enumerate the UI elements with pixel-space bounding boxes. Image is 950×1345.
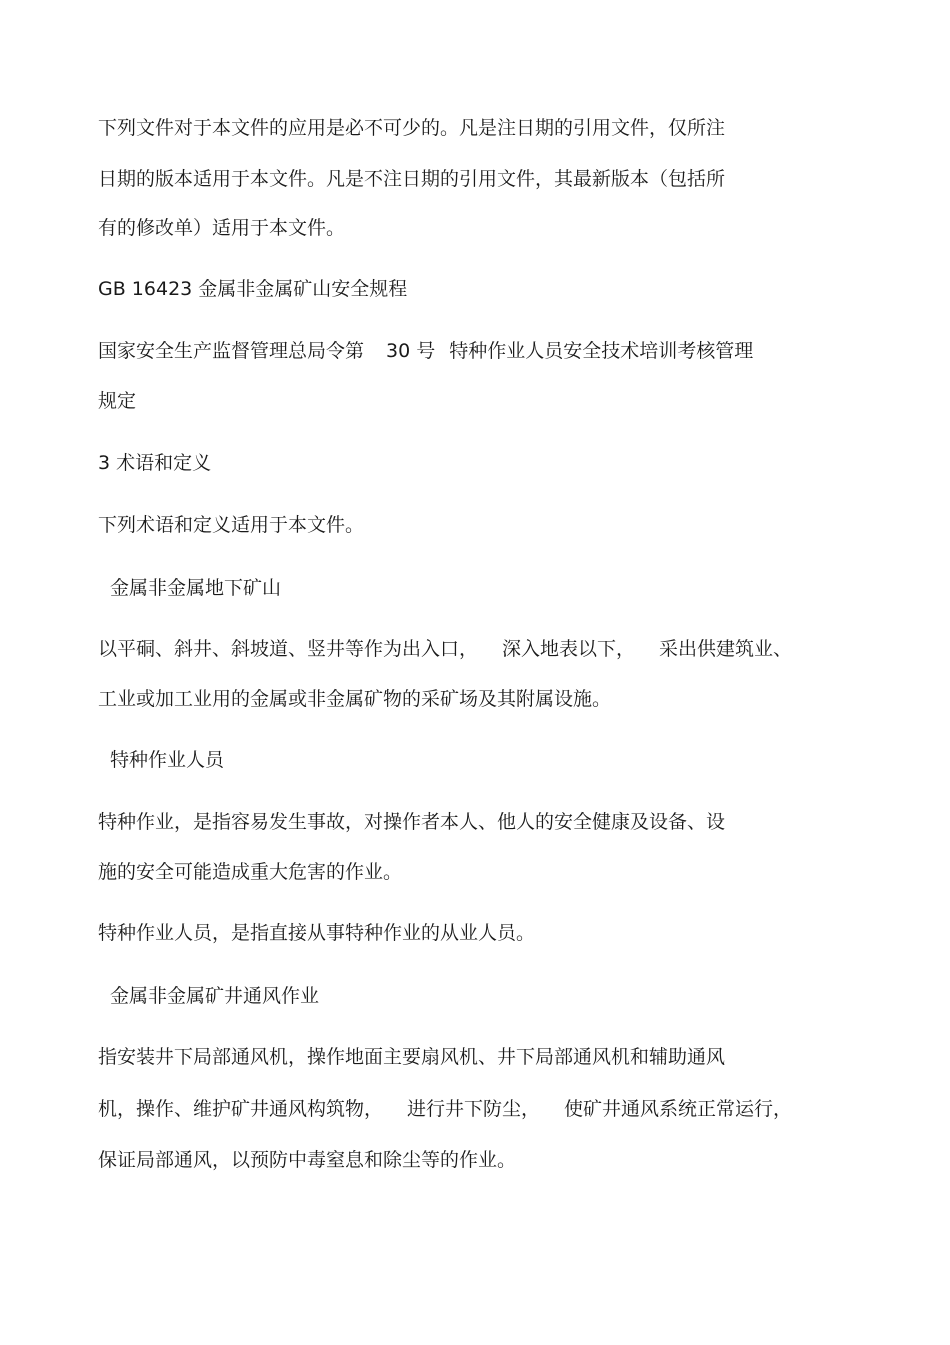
term-1-definition-part-b: 深入地表以下， <box>502 638 636 660</box>
term-3-definition-line-3: 保证局部通风，以预防中毒窒息和除尘等的作业。 <box>98 1149 517 1171</box>
intro-line-3: 有的修改单）适用于本文件。 <box>98 217 346 239</box>
section-3-intro: 下列术语和定义适用于本文件。 <box>98 514 365 536</box>
section-3-title: 3 术语和定义 <box>98 452 212 474</box>
reference-order-30-part2: 特种作业人员安全技术培训考核管理 <box>449 340 754 362</box>
reference-order-30-number: 30 号 <box>386 340 436 362</box>
term-1-definition-part-a: 以平硐、斜井、斜坡道、竖井等作为出入口， <box>98 638 479 660</box>
term-3-definition-line-1: 指安装井下局部通风机，操作地面主要扇风机、井下局部通风机和辅助通风 <box>98 1046 726 1068</box>
intro-line-2: 日期的版本适用于本文件。凡是不注日期的引用文件，其最新版本（包括所 <box>98 168 726 190</box>
term-3-definition-part-c: 使矿井通风系统正常运行， <box>564 1098 793 1120</box>
term-3-definition-part-a: 机，操作、维护矿井通风构筑物， <box>98 1098 384 1120</box>
reference-order-30 <box>98 338 753 364</box>
term-1-definition-part-c: 采出供建筑业、 <box>659 638 793 660</box>
term-2-definition-line-2: 施的安全可能造成重大危害的作业。 <box>98 861 403 883</box>
term-2-definition-line-1: 特种作业，是指容易发生事故，对操作者本人、他人的安全健康及设备、设 <box>98 811 726 833</box>
term-1-definition-line-2: 工业或加工业用的金属或非金属矿物的采矿场及其附属设施。 <box>98 688 612 710</box>
term-2-definition-line-3: 特种作业人员，是指直接从事特种作业的从业人员。 <box>98 922 536 944</box>
term-1-definition-line-1 <box>98 636 792 662</box>
reference-order-30-line-2: 规定 <box>98 390 137 412</box>
reference-order-30-part1: 国家安全生产监督管理总局令第 <box>98 340 365 362</box>
term-3-title: 金属非金属矿井通风作业 <box>110 985 320 1007</box>
term-3-definition-part-b: 进行井下防尘， <box>407 1098 541 1120</box>
term-1-title: 金属非金属地下矿山 <box>110 577 282 599</box>
term-2-title: 特种作业人员 <box>110 749 225 771</box>
intro-line-1: 下列文件对于本文件的应用是必不可少的。凡是注日期的引用文件，仅所注 <box>98 117 726 139</box>
term-3-definition-line-2 <box>98 1096 792 1122</box>
reference-gb16423: GB 16423 金属非金属矿山安全规程 <box>98 278 408 300</box>
